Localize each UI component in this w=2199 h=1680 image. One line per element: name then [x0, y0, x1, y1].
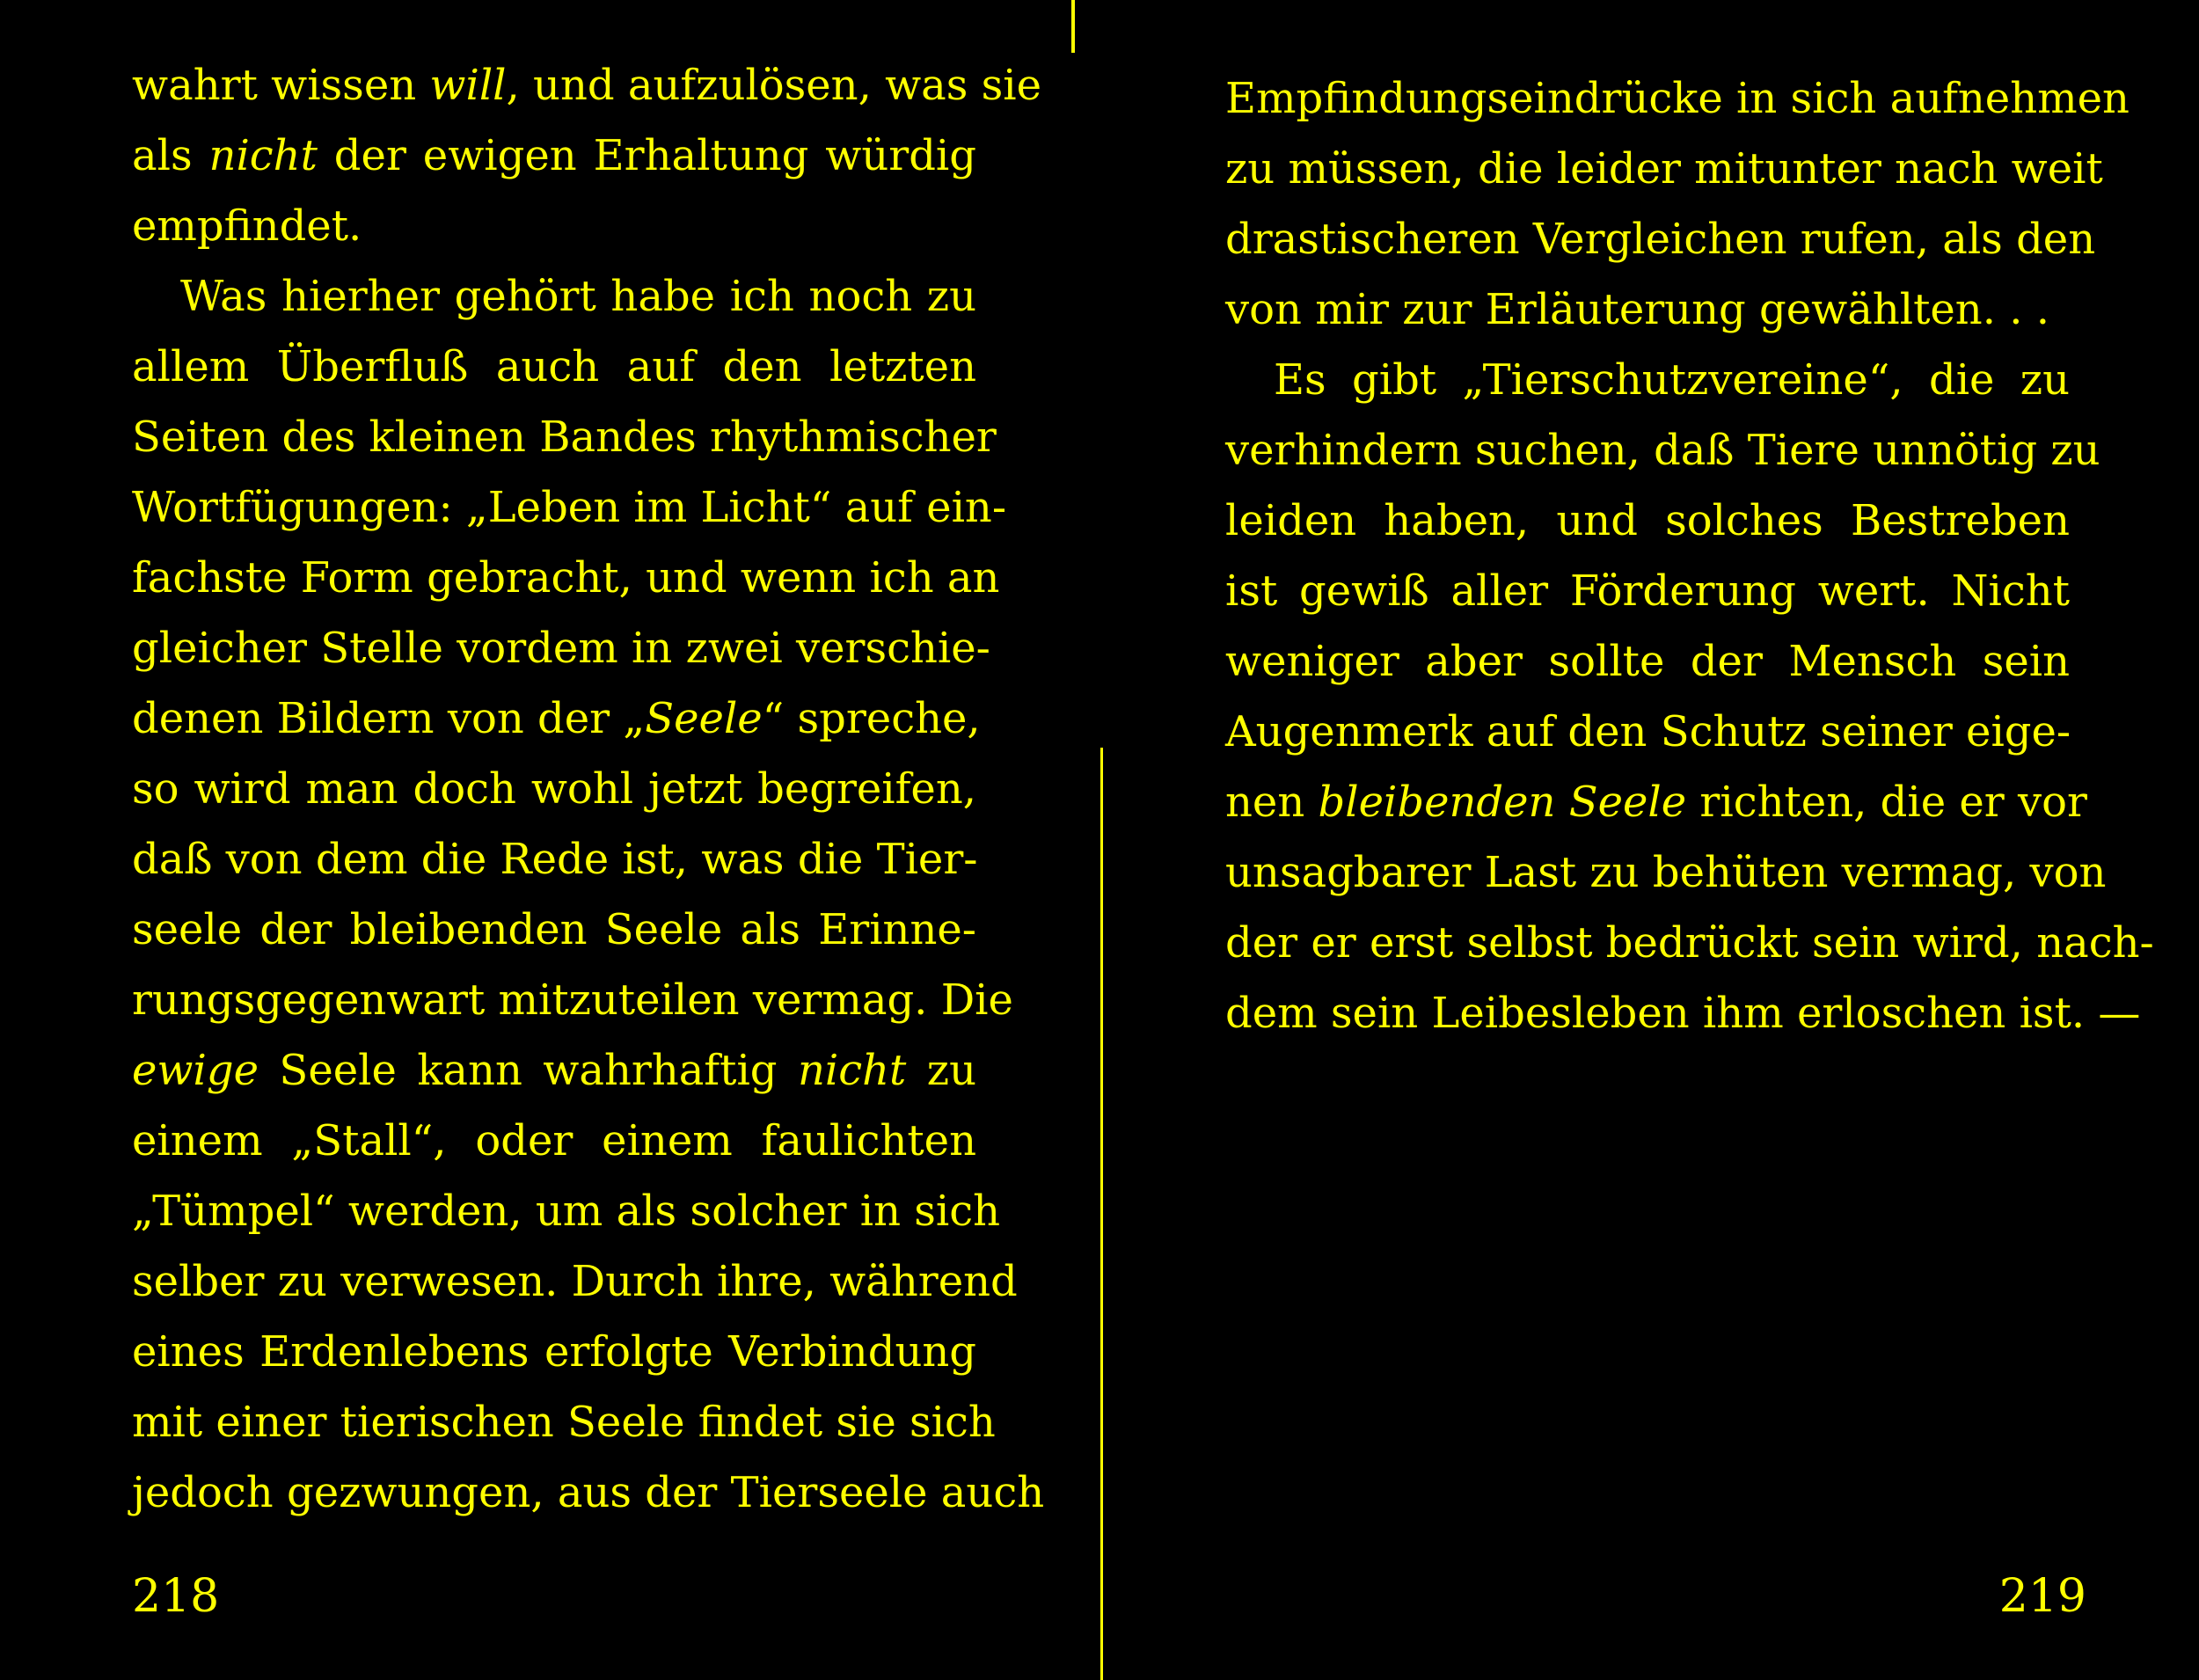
text-line	[132, 121, 976, 191]
line-text: rungsgegenwart mitzuteilen vermag. Die	[132, 975, 1013, 1025]
line-text: jedoch gezwungen, aus der Tierseele auch	[132, 1468, 1045, 1517]
line-text: weniger aber sollte der Mensch sein	[1225, 637, 2070, 686]
line-text: denen Bildern von der „	[132, 694, 646, 743]
line-text: Seele kann wahrhaftig	[258, 1046, 798, 1095]
line-text: Was hierher gehört habe ich noch zu	[180, 272, 976, 321]
right-page-text	[1225, 63, 2154, 1048]
text-line	[1225, 274, 2070, 345]
text-line	[1225, 697, 2070, 767]
line-text: mit einer tierischen Seele findet sie sich	[132, 1398, 996, 1447]
text-line	[1225, 204, 2096, 274]
text-line	[1225, 767, 2087, 837]
line-text: dem sein Leibesleben ihm erloschen ist. —	[1225, 989, 2141, 1038]
line-text: daß von dem die Rede ist, was die Tier-	[132, 835, 978, 884]
line-text: richten, die er vor	[1686, 778, 2087, 827]
line-text: zu	[906, 1046, 976, 1095]
text-line	[1225, 837, 2107, 908]
line-text: der ewigen Erhaltung würdig	[317, 131, 977, 180]
line-text: Es gibt „Tierschutzvereine“, die zu	[1274, 355, 2070, 405]
line-text: unsagbarer Last zu behüten vermag, von	[1225, 848, 2107, 897]
line-text: wahrt wissen	[132, 61, 430, 110]
text-line	[132, 1106, 976, 1176]
text-line	[1225, 345, 2070, 415]
text-line	[132, 1457, 1045, 1528]
left-page-text	[132, 50, 1045, 1528]
text-line	[132, 402, 997, 472]
emphasis-text: bleibenden Seele	[1318, 778, 1687, 827]
text-line	[132, 1387, 996, 1457]
line-text: , und aufzulösen, was sie	[506, 61, 1042, 110]
line-text: nen	[1225, 778, 1319, 827]
text-line	[132, 613, 990, 683]
text-line	[1225, 556, 2070, 626]
line-text: “ spreche,	[762, 694, 981, 743]
emphasis-text: nicht	[208, 131, 318, 180]
emphasis-text: ewige	[132, 1046, 259, 1095]
line-text: Empfindungseindrücke in sich aufnehmen	[1225, 74, 2130, 123]
line-text: verhindern suchen, daß Tiere unnötig zu	[1225, 426, 2100, 475]
line-text: allem Überfluß auch auf den letzten	[132, 342, 976, 391]
line-text: so wird man doch wohl jetzt begreifen,	[132, 764, 976, 814]
line-text: fachste Form gebracht, und wenn ich an	[132, 553, 1000, 603]
text-line	[132, 332, 976, 402]
page-number-right: 219	[1998, 1570, 2086, 1623]
line-text: der er erst selbst bedrückt sein wird, nach-	[1225, 918, 2154, 968]
page-number-left: 218	[132, 1570, 220, 1623]
line-text: zu müssen, die leider mitunter nach weit	[1225, 144, 2103, 194]
emphasis-text: will	[429, 61, 507, 110]
emphasis-text: nicht	[797, 1046, 907, 1095]
line-text: leiden haben, und solches Bestreben	[1225, 496, 2070, 545]
text-line	[1225, 134, 2103, 204]
line-text: Wortfügungen: „Leben im Licht“ auf ein-	[132, 483, 1007, 532]
line-text: Augenmerk auf den Schutz seiner eige-	[1225, 707, 2071, 756]
line-text: drastischeren Vergleichen rufen, als den	[1225, 215, 2096, 264]
text-line	[132, 1246, 1018, 1317]
line-text: als	[132, 131, 209, 180]
line-text: selber zu verwesen. Durch ihre, während	[132, 1257, 1018, 1306]
emphasis-text: Seele	[645, 694, 763, 743]
text-line	[132, 824, 976, 895]
text-line	[1225, 908, 2154, 978]
text-line	[132, 1035, 976, 1106]
line-text: von mir zur Erläuterung gewählten. . .	[1225, 285, 2049, 334]
line-text: ist gewiß aller Förderung wert. Nicht	[1225, 566, 2070, 616]
text-line	[132, 683, 981, 754]
text-line	[132, 543, 1000, 613]
text-line	[1225, 415, 2100, 486]
text-line	[132, 1317, 976, 1387]
text-line	[132, 965, 1013, 1035]
text-line	[132, 1176, 1001, 1246]
line-text: seele der bleibenden Seele als Erinne-	[132, 905, 976, 954]
line-text: eines Erdenlebens erfolgte Verbindung	[132, 1327, 976, 1377]
text-line	[1225, 978, 2141, 1048]
text-line	[132, 895, 976, 965]
line-text: gleicher Stelle vordem in zwei verschie-	[132, 624, 990, 673]
text-line	[1225, 63, 2130, 134]
line-text: einem „Stall“, oder einem faulichten	[132, 1116, 976, 1165]
line-text: empfindet.	[132, 201, 362, 251]
text-line	[1225, 486, 2070, 556]
right-page	[1100, 0, 2199, 1680]
text-line	[132, 261, 976, 332]
text-line	[1225, 626, 2070, 697]
text-line	[132, 472, 1007, 543]
text-line	[132, 754, 976, 824]
line-text: „Tümpel“ werden, um als solcher in sich	[132, 1187, 1001, 1236]
text-line	[132, 191, 976, 261]
text-line	[132, 50, 1042, 121]
line-text: Seiten des kleinen Bandes rhythmischer	[132, 413, 997, 462]
